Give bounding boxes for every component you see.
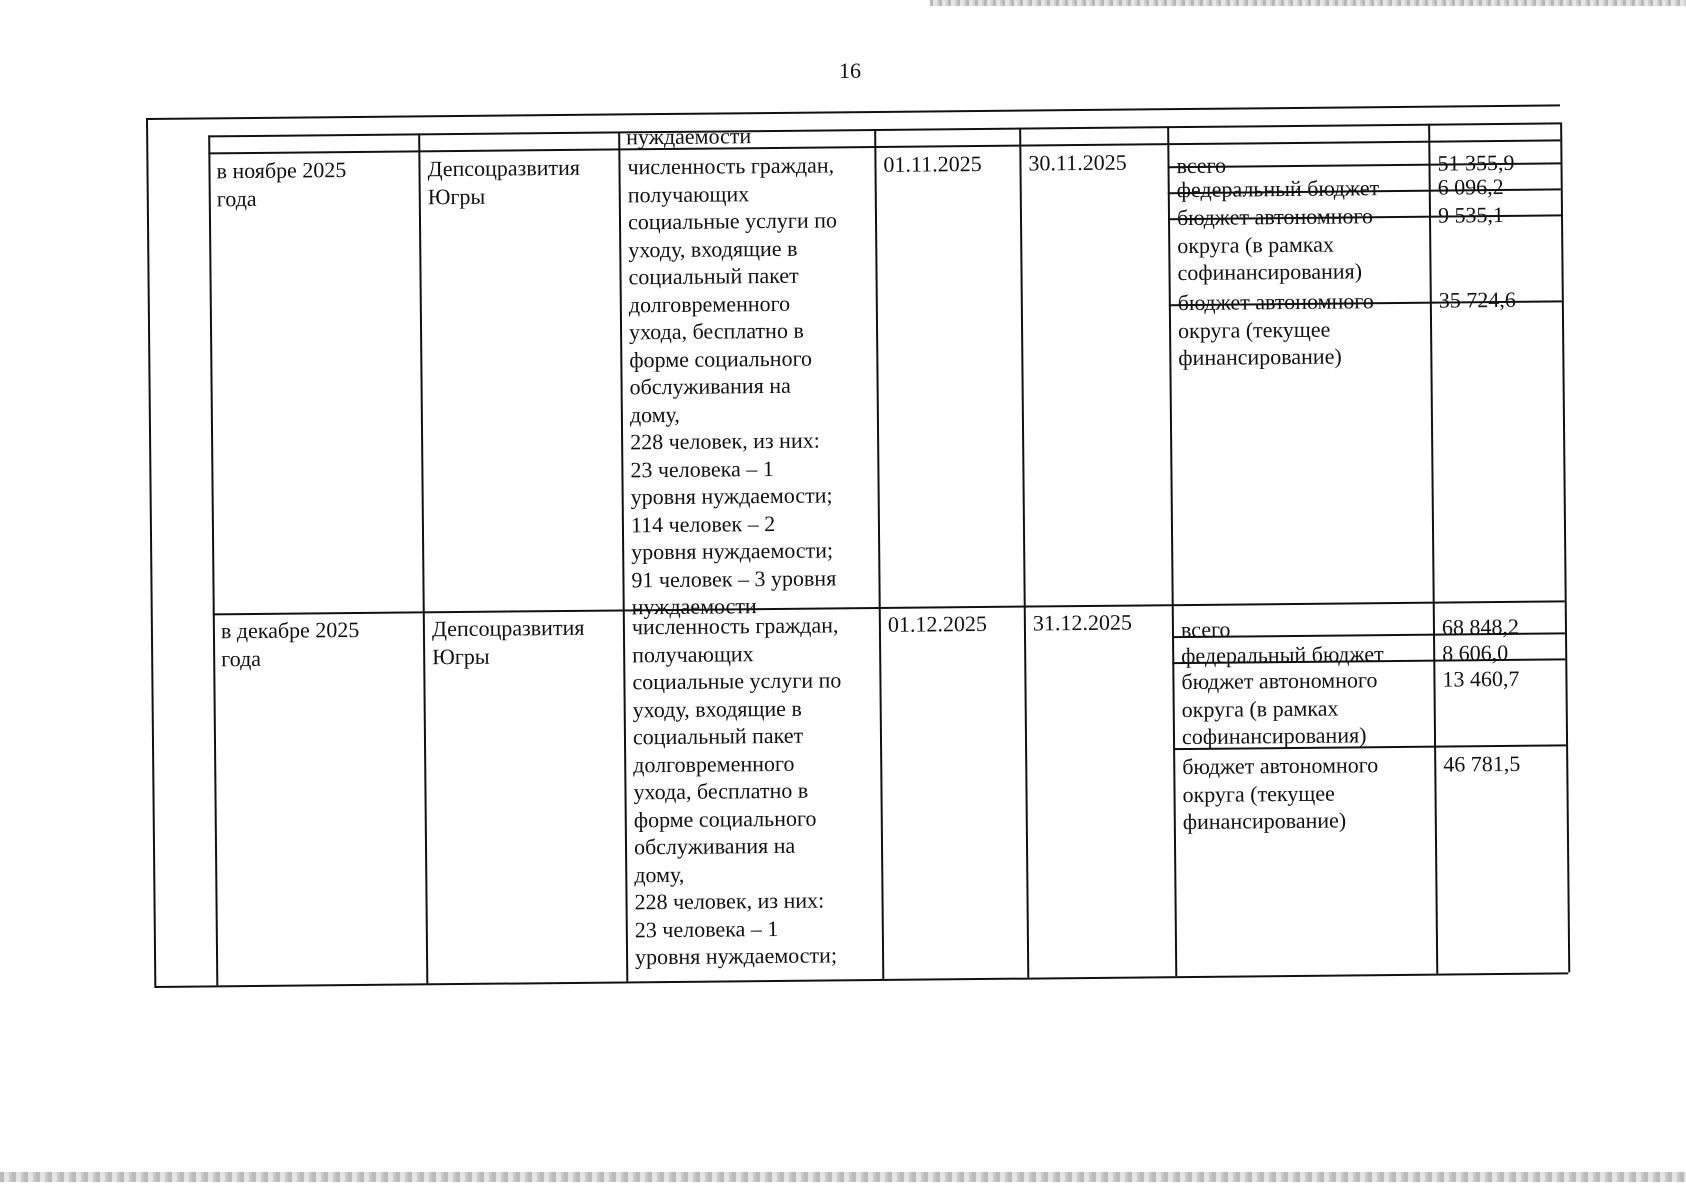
fin-amount-value: 68 848,2 [1441,613,1520,640]
indicator-cell: численность граждан, получающих социальные услуги по уходу, входящие в социальный пакет долговременного ухода, бесплатно в форме социального обслуживания на дому, 228 человек, из них: 23 человека – 1 уровня нуждаемости; [631,612,842,970]
continuation-text: нуждаемости [626,123,752,150]
scan-edge-bottom [0,1172,1686,1182]
fin-amount-value: 51 355,9 [1437,149,1515,176]
page-number: 16 [839,58,861,83]
executor-cell: Депсоцразвития Югры [427,154,581,209]
fin-source-label: всего [1176,152,1227,179]
fin-source-label: бюджет автономного округа (текущее финансирование) [1182,752,1379,835]
period-cell: в ноябре 2025 года [216,157,347,211]
fin-source-label: бюджет автономного округа (текущее финансирование) [1177,288,1374,371]
fin-source-label: бюджет автономного округа (в рамках софинансирования) [1181,667,1378,750]
table-border-bottom [154,972,1568,987]
scan-edge-top [930,0,1686,6]
schedule-table [146,104,1568,986]
col-line-6 [1167,126,1177,976]
end-date-cell: 30.11.2025 [1028,149,1127,176]
fin-source-label: федеральный бюджет [1176,175,1380,203]
col-line-5 [1019,128,1029,978]
end-date-cell: 31.12.2025 [1032,609,1133,636]
start-date-cell: 01.11.2025 [883,150,982,177]
col-line-0 [146,118,156,986]
fin-source-label: всего [1180,616,1231,643]
table-border-top [146,104,1560,119]
indicator-cell: численность граждан, получающих социальные услуги по уходу, входящие в социальный пакет долговременного ухода, бесплатно в форме социального обслуживания на дому, 228 человек, из них: 23 человека – 1 уровня нуждаемости; 114 человек – 2 уровня нуждаемости; 91 человек – 3 уровня нуждаемости [627,152,838,620]
fin-source-label: федеральный бюджет [1181,641,1384,669]
fin-amount-value: 46 781,5 [1443,750,1521,777]
fin-amount-value: 13 460,7 [1442,665,1520,692]
col-line-8 [1560,122,1570,972]
fin-amount-value: 6 096,2 [1437,173,1504,200]
header-strip-line [208,122,1560,137]
start-date-cell: 01.12.2025 [887,610,988,637]
col-line-7 [1428,124,1438,974]
period-cell: в декабре 2025 года [220,616,360,671]
col-line-3 [618,131,628,981]
fin-amount-value: 35 724,6 [1438,286,1516,313]
fin-amount-value: 9 535,1 [1437,201,1505,228]
col-line-1 [208,135,218,985]
fin-source-label: бюджет автономного округа (в рамках софинансирования) [1176,203,1374,286]
fin-amount-value: 8 606,0 [1442,639,1509,666]
executor-cell: Депсоцразвития Югры [431,614,585,669]
col-line-4 [874,129,884,979]
col-line-2 [418,133,428,983]
